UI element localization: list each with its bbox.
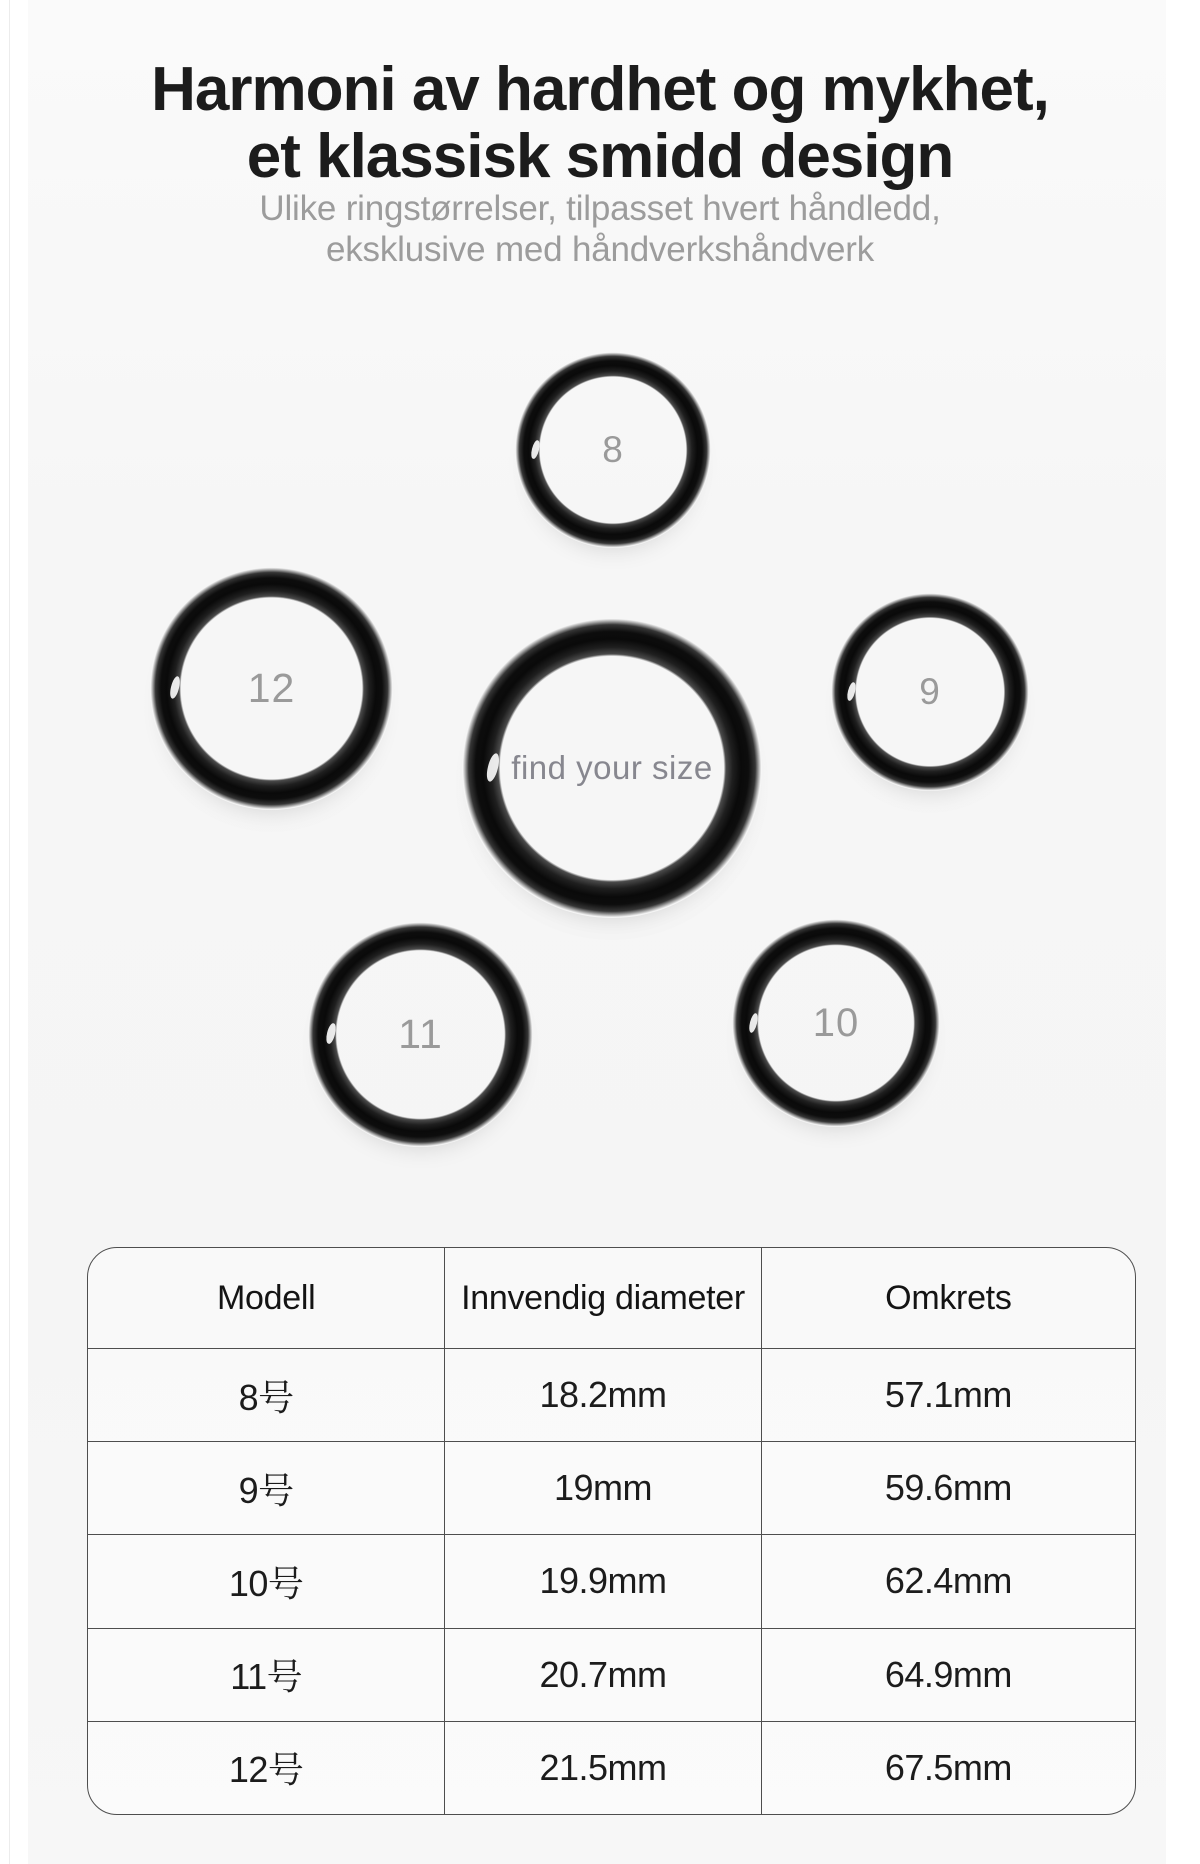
find-your-size-label: find your size [511,749,713,786]
cell-model-row4: 11号 [88,1628,444,1721]
ring-gloss-highlight [846,682,857,702]
cell-model-row2: 9号 [88,1441,444,1534]
ring-find-your-size [462,618,762,918]
ring-size-12 [150,567,393,810]
ring-gloss-highlight [485,752,502,782]
ring-gloss-highlight [325,1023,338,1046]
title-line-1: Harmoni av hardhet og mykhet, [151,54,1049,124]
ring-size-12-label: 12 [247,665,296,711]
cell-circumference-row2: 59.6mm [761,1441,1135,1534]
ring-size-9 [831,593,1029,791]
ring-gloss-highlight [168,676,182,700]
cell-model-row5: 12号 [88,1721,444,1814]
ring-gloss-highlight [748,1012,760,1033]
page-title [0,56,1200,190]
cell-circumference-row5: 67.5mm [761,1721,1135,1814]
subtitle-line-1: Ulike ringstørrelser, tilpasset hvert håndledd, [259,189,941,228]
cell-model-row3: 10号 [88,1534,444,1627]
page-subtitle [0,188,1200,270]
ring-size-10 [732,919,940,1127]
cell-model-row1: 8号 [88,1348,444,1441]
left-edge-line [9,0,10,1864]
cell-diameter-row3: 19.9mm [444,1534,760,1627]
subtitle-line-2: eksklusive med håndverkshåndverk [325,230,875,269]
title-line-2: et klassisk smidd design [246,121,954,191]
header-cell-circumference: Omkrets [761,1248,1135,1348]
cell-circumference-row3: 62.4mm [761,1534,1135,1627]
ring-gloss-highlight [530,440,541,460]
ring-size-11 [308,922,533,1147]
cell-diameter-row5: 21.5mm [444,1721,760,1814]
ring-size-8 [515,352,711,548]
ring-size-table [87,1247,1136,1815]
ring-size-9-label: 9 [919,671,941,712]
cell-diameter-row2: 19mm [444,1441,760,1534]
cell-diameter-row4: 20.7mm [444,1628,760,1721]
header-cell-inner-diameter: Innvendig diameter [444,1248,760,1348]
header-cell-modell: Modell [216,1278,316,1317]
ring-size-11-label: 11 [398,1011,443,1057]
ring-size-8-label: 8 [602,429,624,470]
ring-size-10-label: 10 [812,1000,860,1045]
cell-circumference-row1: 57.1mm [761,1348,1135,1441]
cell-circumference-row4: 64.9mm [761,1628,1135,1721]
cell-diameter-row1: 18.2mm [444,1348,760,1441]
